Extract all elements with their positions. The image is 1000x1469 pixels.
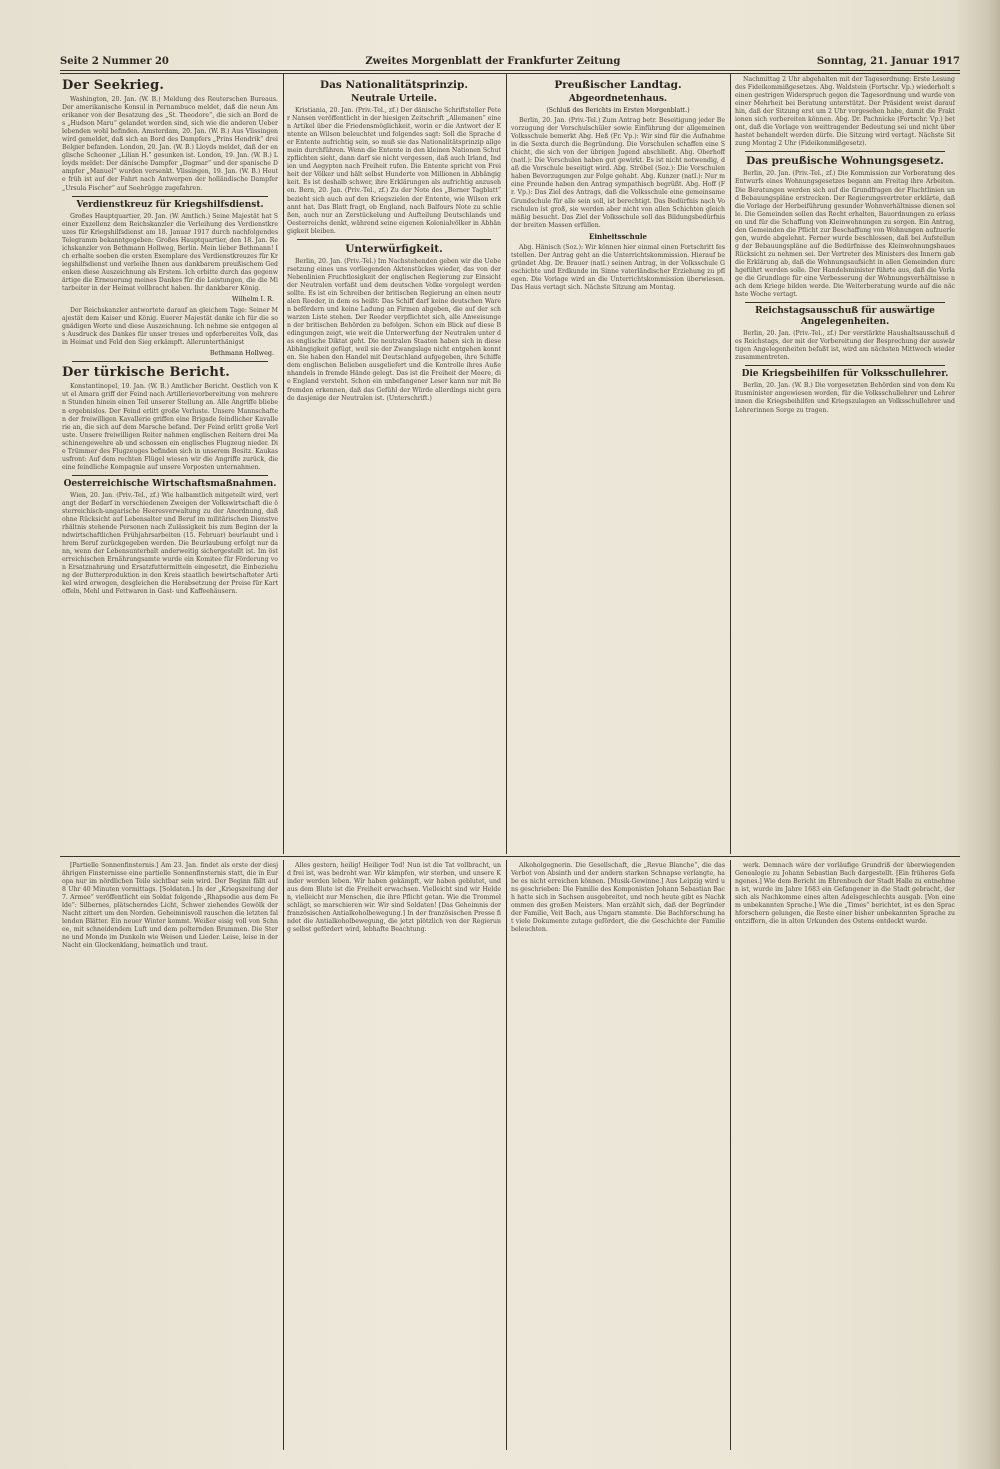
article-separator	[745, 302, 945, 303]
article-separator	[72, 196, 268, 197]
column-rule	[283, 74, 284, 854]
column-rule	[283, 860, 284, 1450]
article-reichstagsausschuss: Berlin, 20. Jan. (Priv.-Tel., zf.) Der verstärkte Haushaltsausschuß des Reichstags, der mit der Vorbereitung der Besprechung der auswärtigen Angelegenheiten befaßt ist, wird am nächsten Mittwoch wieder zusammentreten.	[735, 330, 955, 362]
article-reply: Der Reichskanzler antwortete darauf an gleichem Tage: Seiner Majestät dem Kaiser und König. Euerer Majestät danke ich für die so gnädigen Worte und diese Auszeichnung. Ich nehme sie entgegen als Ausdruck des Dankes für unser treues und opferbereites Volk, das in Heimat und Feld den Sieg erkämpft. Allerunterthänigst	[62, 307, 278, 347]
article-kriegsbeihilfen: Berlin, 20. Jan. (W. B.) Die vorgesetzten Behörden sind von dem Kultusminister angewiesen worden, für die Volksschullehrer und Lehrerinnen die Kriegsbeihilfen und Kriegszulagen an Volksschullehrer und Lehrerinnen Sorge zu tragen.	[735, 382, 955, 414]
article-verdienstkreuz: Großes Hauptquartier, 20. Jan. (W. Amtlich.) Seine Majestät hat Seiner Exzellenz dem Reichskanzler die Verleihung des Verdienstkreuzes für Kriegshilfsdienst am 18. Januar 1917 durch nachfolgendes Telegramm bekanntgegeben: Großes Hauptquartier, den 18. Jan. Reichskanzler von Bethmann Hollweg, Berlin. Mein lieber Bethmann! Ich erhalte soeben die ersten Exemplare des Verdienstkreuzes für Kriegshilfsdienst und verleihe Ihnen aus dankbarem preußischem Gedenken diese Auszeichnung als Erstem. Ich erbitte durch das gegenwärtige die Erneuerung meines Dankes für die Leistungen, die die Mitarbeiter in der Heimat vollbracht haben. Ihr dankbarer König.	[62, 212, 278, 292]
issue-date: Sonntag, 21. Januar 1917	[816, 55, 960, 67]
article-fideikommiss: Nachmittag 2 Uhr abgehalten mit der Tagesordnung: Erste Lesung des Fideikommißgesetzes. Abg. Waldstein (Fortschr. Vp.) wiederholt seinen gestrigen Widerspruch gegen die Tagesordnung und wurde von einer Mehrheit bei Beratung unterstützt. Der Präsident weist darauf hin, daß der Sitzung erst um 2 Uhr vorgesehen habe, damit die Fraktionen sich vorbereiten können. Abg. Dr. Pachnicke (Fortschr. Vp.) betont, daß die Vorlage von weittragender Bedeutung sei und nicht überhastet behandelt werden dürfe. Die Sitzung wird vertagt. Nächste Sitzung Montag 2 Uhr (Fideikommißgesetz).	[735, 76, 955, 148]
newspaper-title: Zweites Morgenblatt der Frankfurter Zeitung	[365, 55, 621, 67]
header-rule-thin	[60, 73, 960, 74]
page-edge-shadow	[956, 0, 1000, 1469]
heading-oesterreich: Oesterreichische Wirtschaftsmaßnahmen.	[63, 478, 277, 489]
heading-landtag: Preußischer Landtag.	[554, 79, 682, 91]
feuilleton-text-2: Alles gestern, heilig! Heiliger Tod! Nun ist die Tat vollbracht, und frei ist, was bedroht war. Wir kämpfen, wir sterben, und unsere Kinder werden leben. Wir haben gekämpft, wir haben geblutet, und aus dem Blute ist die Freiheit erwachsen. Vielleicht sind wir Helden, vielleicht nur Menschen, die ihre Pflicht getan. Wie die Trommel schlägt, so marschieren wir. Wir sind Soldaten! [Das Geheimnis der französischen Antialkoholbewegung.] In der französischen Presse findet die Antialkoholbewegung, die jetzt plötzlich von der Regierung selbst gefördert wird, lebhafte Beachtung.	[287, 862, 501, 934]
page-number: Seite 2 Nummer 20	[60, 55, 169, 67]
feuilleton-text-1: [Partielle Sonnenfinsternis.] Am 23. Jan. findet als erste der diesjährigen Finsternisse eine partielle Sonnenfinsternis statt, die in Europa nur im nördlichen Teile sichtbar sein wird. Der Beginn fällt auf 8 Uhr 40 Minuten vormittags. [Soldaten.] In der „Kriegszeitung der 7. Armee“ veröffentlicht ein Soldat folgende „Rhapsodie aus dem Felde“: Silbernes, plätscherndes Licht, Schwer ziehendes Gewölk der Nacht zittert um den Norden. Geheimnisvoll rauschen die letzten fallenden Blätter. Ein neuer Winter kommt. Weißer eisig voll von Schnee, mit schneidendem Luft und dem polternden Brummen. Die Sterne und Monde im Dunkeln wie Weisen und Lieder. Leise, leise in der Nacht ein Glockenklang, heimatlich und traut.	[62, 862, 278, 950]
heading-seekrieg: Der Seekrieg.	[62, 78, 165, 93]
heading-verdienstkreuz: Verdienstkreuz für Kriegshilfsdienst.	[76, 199, 264, 210]
signature-wilhelm: Wilhelm I. R.	[231, 295, 274, 304]
report-note: (Schluß des Berichts im Ersten Morgenblatt.)	[546, 107, 690, 114]
column-3	[511, 76, 725, 854]
article-separator	[745, 365, 945, 366]
column-rule	[730, 74, 731, 854]
heading-tuerkisch: Der türkische Bericht.	[62, 365, 230, 381]
article-unterwuerfigkeit: Berlin, 20. Jan. (Priv.-Tel.) Im Nachstehenden geben wir die Uebersetzung eines uns vorliegenden Aktenstückes wieder, das von der Nebenlinien Fruchtlosigkeit der englischen Regierung zur Einsicht der Neutralen verfaßt und dem deutschen Volke vorgelegt werden sollte. Es ist ein Schreiben der britischen Regierung an einen neutralen Reeder, in dem es heißt: Das Schiff darf keine deutschen Waren befördern und keine Ladung an Firmen abgeben, die auf der schwarzen Liste stehen. Der Reeder verpflichtet sich, alle Anweisungen der britischen Behörden zu befolgen. Schon ein Blick auf diese Bedingungen zeigt, wie weit die Unterwerfung der Neutralen unter das englische Diktat geht. Die neutralen Staaten haben sich in diese Abhängigkeit gefügt, weil sie der Zwangslage nicht entgehen konnten. Sie haben den Handel mit Deutschland aufgegeben, ihre Schiffe dem englischen Belieben ausgeliefert und die Kontrolle ihres Außenhandels in fremde Hände gelegt. Das ist die Freiheit der Meere, die England versteht. Schon ein unbefangener Leser kann nur mit Befremden erkennen, daß das Gefühl der Würde allerdings nicht gerade dasjenige der Neutralen ist. (Unterschrift.)	[287, 257, 501, 402]
heading-reichstagsausschuss: Reichstagsausschuß für auswärtige Angelegenheiten.	[755, 306, 935, 328]
heading-unterwuerfigkeit: Unterwürfigkeit.	[345, 242, 443, 255]
column-rule	[506, 74, 507, 854]
feuilleton-text-3: Alkoholgegnerin. Die Gesellschaft, die „Revue Blanche“, die das Verbot von Absinth und der andern starken Schnapse verlangte, habe es nicht erreichen können. [Musik-Gewinne.] Aus Leipzig wird uns geschrieben: Die Familie des Komponisten Johann Sebastian Bach hatte sich in Sachsen ausgebreitet, und noch heute gibt es Nachkommen des großen Meisters. Man erzählt sich, daß der Begründer der Familie, Veit Bach, aus Ungarn stammte. Die Bachforschung hat viele Dokumente zutage gefördert, die die Geschichte der Familie beleuchten.	[511, 862, 725, 934]
subheading-einheitsschule: Einheitsschule	[589, 231, 647, 241]
heading-nationalitaet: Das Nationalitätsprinzip.	[320, 79, 468, 91]
article-separator	[745, 151, 945, 152]
article-nationalitaet: Kristiania, 20. Jan. (Priv.-Tel., zf.) Der dänische Schriftsteller Peter Nansen veröffentlicht in der hiesigen Zeitschrift „Allemanen“ einen Artikel über die Friedensmöglichkeit, worin er die Antwort der Entente an Wilson beleuchtet und folgendes sagt: Soll die Sprache der Entente aufrichtig sein, so muß sie das Nationalitätsprinzip allgemein durchführen. Wenn die Entente in den kleinen Nationen Schutzpflichten sieht, dann darf sie nicht vergessen, daß auch Irland, Indien und Aegypten nach Freiheit rufen. Die Entente spricht von Freiheit der Völker und hält selbst Hunderte von Millionen in Abhängigkeit. Es ist deshalb schwer, ihre Erklärungen als aufrichtig anzusehen. Bern, 20. Jan. (Priv.-Tel., zf.) Zu der Note des „Berner Tagblatt“ bezieht sich auch auf den Kriegszielen der Entente, wie Wilson erkannt hat. Das Blatt fragt, ob England, nach Balfours Note zu schließen, auch nur an Zerstückelung und Aufteilung Deutschlands und Oesterreichs denkt, während seine eigenen Kolonialvölker in Abhängigkeit bleiben.	[287, 107, 501, 235]
article-tuerkisch: Konstantinopel, 19. Jan. (W. B.) Amtlicher Bericht. Oestlich von Kut el Amara griff der Feind nach Artillerievorbereitung von mehreren Stunden hinein einen Teil unserer Stellung an. Alle Angriffe blieben ergebnislos. Der Feind erlitt große Verluste. Unsere Mannschaften der freiwilligen Kavallerie griffen eine Brigade feindlicher Kavallerie an, die sich auf dem Marsche befand. Der Feind erlitt große Verluste. Unsere freiwilligen Reiter nahmen englischen Reitern drei Maschinengewehre ab und schossen ein englisches Flugzeug nieder. Die Trümmer des Flugzeuges befinden sich in unserem Besitz. Kaukasusfront: Auf dem rechten Flügel wiesen wir die Angriffe zurück, die eine feindliche Kompagnie auf unsere Vorposten unternahmen.	[62, 383, 278, 471]
article-seekrieg: Washington, 20. Jan. (W. B.) Meldung des Reuterschen Bureaus. Der amerikanische Konsul in Pernambuco meldet, daß die neun Amerikaner von der Besatzung des „St. Theodore“, die sich an Bord des „Hudson Maru“ gelandet worden sind, sich wie die anderen Ueberlebenden wohl befinden. Amsterdam, 20. Jan. (W. B.) Aus Vlissingen wird gemeldet, daß sich an Bord des Dampfers „Prins Hendrik“ drei Belgier befanden. London, 20. Jan. (W. B.) Lloyds meldet, daß der englische Schooner „Lilian H.“ gesunken ist. London, 19. Jan. (W. B.) Lloyds meldet: Der dänische Dampfer „Dagmar“ und der spanische Dampfer „Manuel“ wurden versenkt. Vlissingen, 19. Jan. (W. B.) Heute früh ist auf der Fahrt nach Antwerpen der holländische Dampfer „Ursula Fischer“ auf Seebrügge zugefahren.	[62, 96, 278, 192]
subheading-neutrale: Neutrale Urteile.	[351, 94, 437, 104]
feuilleton-column-1	[62, 862, 278, 1450]
feuilleton-column-4	[735, 862, 955, 1450]
article-wohnungsgesetz: Berlin, 20. Jan. (Priv.-Tel., zf.) Die Kommission zur Vorberatung des Entwurfs eines Wohnungsgesetzes begann am Freitag ihre Arbeiten. Die Beratungen werden sich auf die Grundfragen der Fluchtlinien und Bebauungspläne erstrecken. Der Regierungsvertreter erklärte, daß die Vorlage der Herbeiführung gesunder Wohnverhältnisse dienen solle. Die Gemeinden sollen das Recht erhalten, Bauordnungen zu erlassen und für die Schaffung von Kleinwohnungen zu sorgen. Ein Antrag, den Gemeinden die Pflicht zur Beschaffung von Wohnungen aufzuerlegen, wurde abgelehnt. Ferner wurde beschlossen, daß bei Aufstellung der Bebauungspläne auf die Bedürfnisse des Kleinwohnungsbaues Rücksicht zu nehmen sei. Der Vertreter des Ministers des Innern gab die Erklärung ab, daß die Wohnungsaufsicht in allen Gemeinden durchgeführt werden solle. Der Handelsminister führte aus, daß die Vorlage die Grundlage für eine Verbesserung der Wohnungsverhältnisse nach dem Kriege bilden werde. Die Weiterberatung wurde auf die nächste Woche vertagt.	[735, 170, 955, 299]
heading-kriegsbeihilfen: Die Kriegsbeihilfen für Volksschullehrer.	[741, 369, 949, 380]
subheading-abgeordnetenhaus: Abgeordnetenhaus.	[568, 94, 668, 104]
signature-bethmann: Bethmann Hollweg.	[209, 349, 274, 358]
feuilleton-column-3	[511, 862, 725, 1450]
column-rule	[730, 860, 731, 1450]
feuilleton-text-4: werk. Demnach wäre der vorläufige Grundriß der überwiegenden Genealogie zu Johann Sebastian Bach dargestellt. [Ein früheres Gefangenes.] Wie dem Bericht im Ehrenbuch der Stadt Halle zu entnehmen ist, wurde im Jahre 1683 ein Gefangener in die Stadt gebracht, der sich als Nachkomme eines alten Adelsgeschlechts ausgab. [Von einem unbekannten Sprache.] Wie die „Times“ berichtet, ist es den Sprachforschern gelungen, die Reste einer bisher unbekannten Sprache zu entziffern, die in alten Urkunden des Ostens entdeckt wurde.	[735, 862, 955, 926]
article-oesterreich: Wien, 20. Jan. (Priv.-Tel., zf.) Wie halbamtlich mitgeteilt wird, verlangt der Bedarf in verschiedenen Zweigen der Volkswirtschaft die österreichisch-ungarische Heeresverwaltung zu der Anordnung, daß ohne Rücksicht auf Lebensalter und Beruf im militärischen Dienstverhältnis stehende Personen nach Zulässigkeit bis zum Beginn der landwirtschaftlichen Frühjahrsarbeiten (15. Februar) beurlaubt und ihrem Beruf zurückgegeben werden. Die Beurlaubung erfolgt nur dann, wenn der Lebensunterhalt anderweitig sichergestellt ist. Im österreichischen Ernährungsamte wurde ein Komitee für Förderung von Ersatznahrung und Ersatzfuttermitteln eingesetzt, die Einbeziehung der Butterproduktion in den Kreis staatlich bewirtschafteter Artikel wird erwogen, desgleichen die Herabsetzung der Preise für Kartoffeln, Mehl und Fettwaren in Gast- und Kaffeehäusern.	[62, 491, 278, 596]
article-separator	[72, 475, 268, 476]
page-header	[60, 54, 960, 68]
article-einheitsschule: Abg. Hänisch (Soz.): Wir können hier einmal einen Fortschritt feststellen. Der Antrag geht an die Unterrichtskommission. Hierauf begründet Abg. Dr. Brauer (natl.) seinen Antrag, in der Volksschule Geschichte und Erdkunde im Sinne vaterländischer Erziehung zu pflegen. Die Vorlage wird an die Unterrichtskommission überwiesen. Das Haus vertagt sich. Nächste Sitzung am Montag.	[511, 243, 725, 291]
feuilleton-column-2	[287, 862, 501, 1450]
article-separator	[72, 361, 268, 362]
feuilleton-divider	[60, 856, 960, 857]
header-rule	[60, 70, 960, 71]
column-2	[287, 76, 501, 854]
article-separator	[297, 239, 491, 240]
column-rule	[506, 860, 507, 1450]
heading-wohnungsgesetz: Das preußische Wohnungsgesetz.	[746, 155, 944, 168]
column-4	[735, 76, 955, 854]
column-1	[62, 76, 278, 854]
article-landtag: Berlin, 20. Jan. (Priv.-Tel.) Zum Antrag betr. Beseitigung jeder Bevorzugung der Vorschulschüler sowie Einführung der allgemeinen Volksschule bemerkt Abg. Heß (Fr. Vp.): Wir sind für die Aufnahme in die Sexta durch die Begründung. Die Vorschulen schaffen eine Schicht, die sich von der übrigen Jugend abschließt. Abg. Oberhoff (natl.): Die Vorschulen haben gut gewirkt. Es ist nicht notwendig, daß die Vorschule beseitigt wird. Abg. Ströbel (Soz.): Die Vorschulen haben Bevorzugungen zur Folge gehabt. Abg. Kunzer (natl.): Nur meine Freunde haben den Antrag sympathisch begrüßt. Abg. Hoff (Fr. Vp.): Das Ziel des Antrags, daß die Volksschule eine gemeinsame Grundschule für alle sein soll, ist berechtigt. Das Bedürfnis nach Vorschulen ist groß, sie werden aber nicht von allen Schichten gleichmäßig besucht. Das Ziel der Volksschule soll das Bildungsbedürfnis der breiten Massen erfüllen.	[511, 117, 725, 229]
